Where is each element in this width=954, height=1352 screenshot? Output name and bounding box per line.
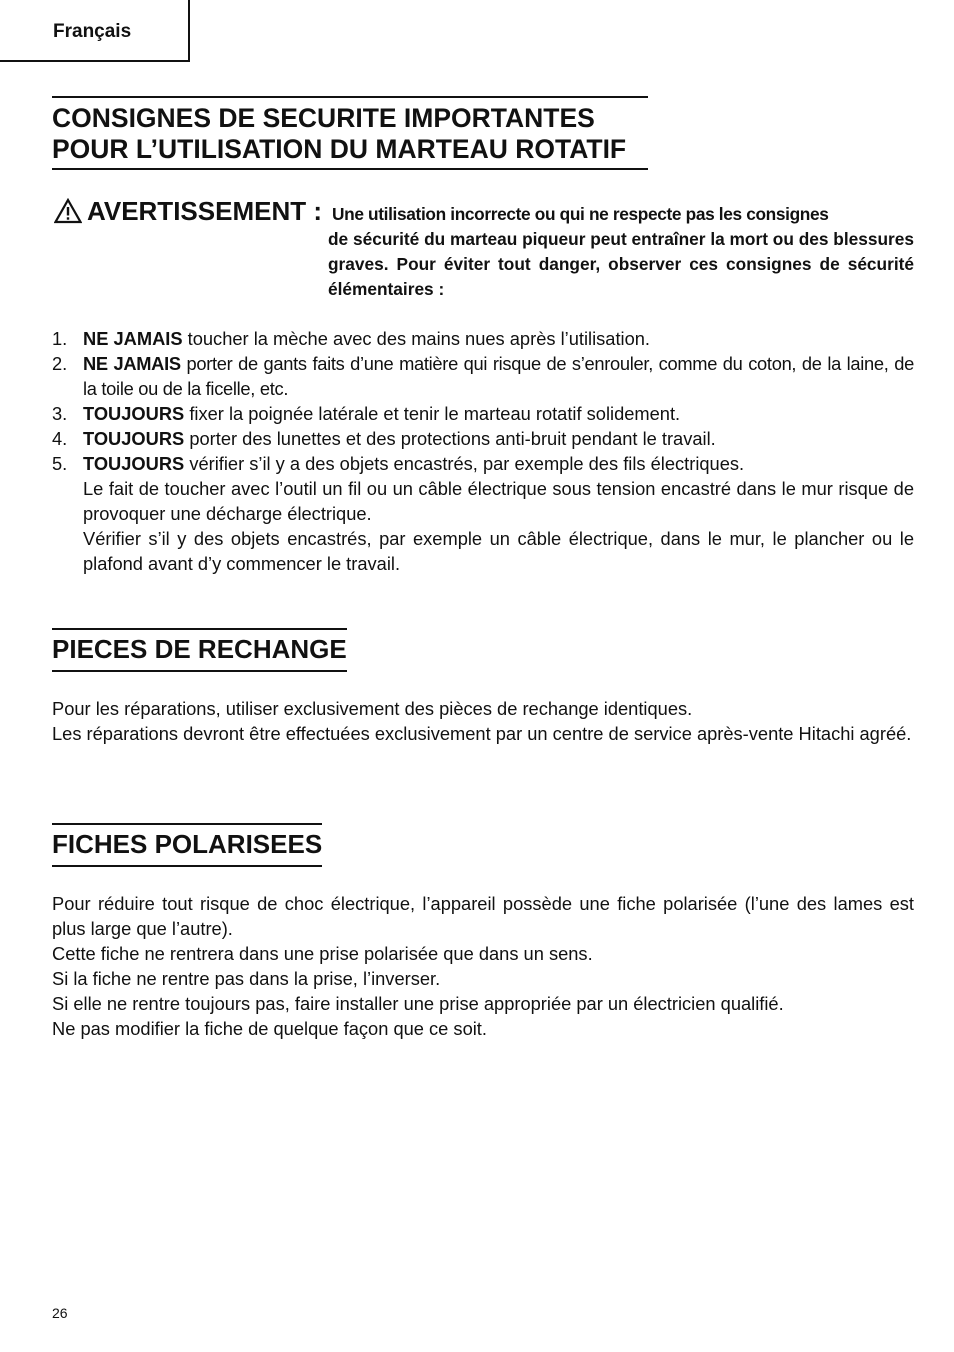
paragraph-line: Cette fiche ne rentrera dans une prise polarisée que dans un sens. — [52, 943, 593, 964]
warning-text-rest: de sécurité du marteau piqueur peut entraîner la mort ou des blessures graves. Pour éviter tout danger, observer ces consignes de sécurité élémentaires : — [328, 229, 914, 299]
list-item-number: 1. — [52, 328, 68, 349]
warning-text — [328, 204, 914, 302]
list-item — [52, 326, 914, 351]
list-item-text: vérifier s’il y a des objets encastrés, par exemple des fils électriques. — [184, 453, 745, 474]
paragraph-line: Pour réduire tout risque de choc électrique, l’appareil possède une fiche polarisée (l’une des lames est plus large que l’autre). — [52, 893, 914, 939]
list-item-text: porter de gants faits d’une matière qui risque de s’enrouler, comme du coton, de la laine, de la toile ou de la ficelle, etc. — [83, 353, 914, 399]
warning-heading — [54, 196, 322, 226]
list-item-number: 2. — [52, 353, 68, 374]
list-item-note: Le fait de toucher avec l’outil un fil ou un câble électrique sous tension encastré dans le mur risque de provoquer une décharge électrique. — [83, 478, 914, 524]
safety-title-line-1: CONSIGNES DE SECURITE IMPORTANTES — [52, 103, 595, 133]
list-item-number: 4. — [52, 428, 68, 449]
safety-title-line-2: POUR L’UTILISATION DU MARTEAU ROTATIF — [52, 134, 627, 164]
language-tab — [0, 0, 190, 62]
warning-triangle-icon — [54, 198, 82, 224]
list-item — [52, 351, 914, 401]
list-item-note: Vérifier s’il y des objets encastrés, par exemple un câble électrique, dans le mur, le plancher ou le plafond avant d’y commencer le travail. — [83, 528, 914, 574]
list-item-number: 5. — [52, 453, 68, 474]
paragraph-line: Les réparations devront être effectuées exclusivement par un centre de service après-vente Hitachi agréé. — [52, 723, 912, 744]
list-item-text: porter des lunettes et des protections anti-bruit pendant le travail. — [184, 428, 716, 449]
list-item-text: fixer la poignée latérale et tenir le marteau rotatif solidement. — [184, 403, 681, 424]
list-item-keyword: TOUJOURS — [83, 403, 185, 424]
safety-rules-list — [52, 326, 914, 576]
safety-title — [52, 96, 648, 170]
list-item-number: 3. — [52, 403, 68, 424]
list-item-keyword: NE JAMAIS — [83, 353, 181, 374]
paragraph-line: Pour les réparations, utiliser exclusivement des pièces de rechange identiques. — [52, 698, 693, 719]
paragraph-line: Ne pas modifier la fiche de quelque façon que ce soit. — [52, 1018, 487, 1039]
list-item-keyword: TOUJOURS — [83, 428, 185, 449]
warning-label: AVERTISSEMENT : — [87, 196, 322, 226]
list-item — [52, 426, 914, 451]
list-item-keyword: TOUJOURS — [83, 453, 185, 474]
polarized-plugs-heading: FICHES POLARISEES — [52, 823, 322, 867]
list-item — [52, 451, 914, 576]
warning-text-first-line: Une utilisation incorrecte ou qui ne respecte pas les consignes — [332, 204, 829, 224]
language-label: Français — [53, 21, 132, 42]
page-number: 26 — [52, 1305, 68, 1321]
spare-parts-heading: PIECES DE RECHANGE — [52, 628, 347, 672]
paragraph-line: Si la fiche ne rentre pas dans la prise, l’inverser. — [52, 968, 441, 989]
list-item-text: toucher la mèche avec des mains nues après l’utilisation. — [182, 328, 650, 349]
polarized-plugs-text — [52, 891, 914, 1041]
paragraph-line: Si elle ne rentre toujours pas, faire installer une prise appropriée par un électricien qualifié. — [52, 993, 784, 1014]
list-item — [52, 401, 914, 426]
spare-parts-text — [52, 696, 914, 746]
list-item-keyword: NE JAMAIS — [83, 328, 183, 349]
